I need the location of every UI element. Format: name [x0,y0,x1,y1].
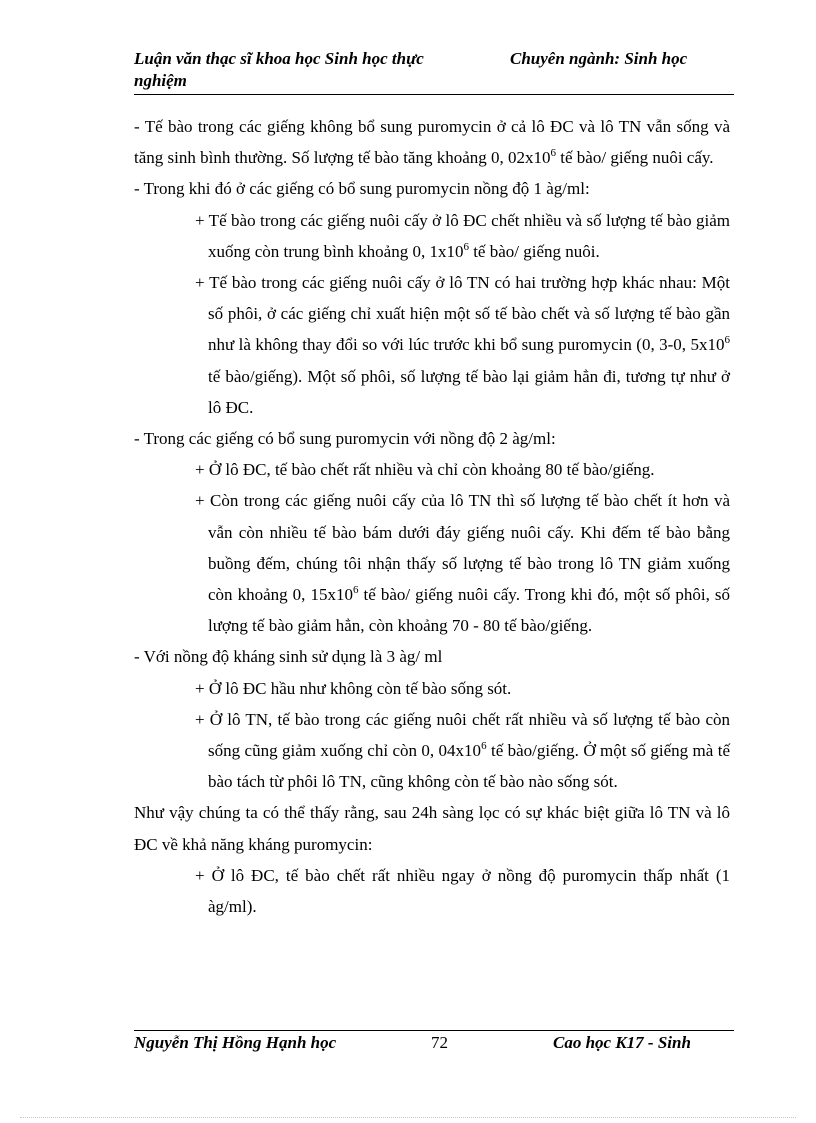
paragraph-text: + Còn trong các giếng nuôi cấy của lô TN thì số lượng tế bào chết ít hơn và vẫn còn nhiều tế bào bám dưới đáy giếng nuôi cấy. Khi đếm tế bào bằng buồng đếm, chúng tôi nhận thấy số lượng tế bào trong lô TN giảm xuống còn khoảng 0, 15x10 [195,491,730,605]
document-body [134,111,730,922]
sub-item [134,860,730,922]
body-paragraph [134,423,730,454]
page-header [134,48,734,96]
superscript: 6 [463,240,469,253]
sub-item [134,205,730,267]
footer-program: Cao học K17 - Sinh [553,1033,691,1052]
body-paragraph [134,111,730,173]
page-footer [134,1032,734,1076]
paragraph-text: tế bào/ giếng nuôi. [468,241,600,261]
page-bottom-dotted-line [20,1117,796,1118]
superscript: 6 [481,740,487,753]
header-thesis-title: Luận văn thạc sĩ khoa học Sinh học thực nghiệm [134,49,424,90]
superscript: 6 [550,147,557,160]
paragraph-text: + Ở lô ĐC, tế bào chết rất nhiều và chỉ còn khoảng 80 tế bào/giếng. [195,460,655,480]
paragraph-text: - Trong các giếng có bổ sung puromycin với nồng độ 2 àg/ml: [134,429,556,449]
sub-item [134,267,730,423]
header-divider [134,94,734,95]
body-paragraph [134,797,730,859]
paragraph-text: - Với nồng độ kháng sinh sử dụng là 3 àg/ ml [134,647,443,667]
paragraph-text: tế bào/ giếng nuôi cấy. [556,148,714,168]
body-paragraph [134,641,730,672]
paragraph-text: Như vậy chúng ta có thể thấy rằng, sau 24h sàng lọc có sự khác biệt giữa lô TN và lô ĐC về khả năng kháng puromycin: [134,803,730,854]
paragraph-text: - Tế bào trong các giếng không bổ sung puromycin ở cả lô ĐC và lô TN vẫn sống và tăng sinh bình thường. Số lượng tế bào tăng khoảng 0, 02x10 [134,117,730,168]
body-paragraph [134,173,730,204]
paragraph-text: + Tế bào trong các giếng nuôi cấy ở lô ĐC chết nhiều và số lượng tế bào giảm xuống còn trung bình khoảng 0, 1x10 [195,210,730,261]
sub-item [134,673,730,704]
page-number: 72 [431,1033,448,1052]
footer-divider [134,1030,734,1031]
paragraph-text: - Trong khi đó ở các giếng có bổ sung puromycin nồng độ 1 àg/ml: [134,179,590,199]
paragraph-text: tế bào/ giếng nuôi cấy. Trong khi đó, một số phôi, số lượng tế bào giảm hẳn, còn khoảng 70 - 80 tế bào/giếng. [208,585,730,636]
paragraph-text: + Ở lô ĐC, tế bào chết rất nhiều ngay ở nồng độ puromycin thấp nhất (1 àg/ml). [195,865,730,917]
footer-author: Nguyễn Thị Hồng Hạnh học [134,1033,337,1052]
superscript: 6 [724,334,730,347]
sub-item [134,704,730,798]
sub-item [134,485,730,641]
sub-item [134,454,730,485]
paragraph-text: tế bào/giếng. Ở một số giếng mà tế bào tách từ phôi lô TN, cũng không còn tế bào nào sống sót. [208,741,731,792]
paragraph-text: + Ở lô ĐC hầu như không còn tế bào sống sót. [195,678,512,698]
header-specialty: Chuyên ngành: Sinh học [510,49,688,68]
paragraph-text: tế bào/giếng). Một số phôi, số lượng tế bào lại giảm hẳn đi, tương tự như ở lô ĐC. [208,366,730,417]
superscript: 6 [352,584,359,597]
paragraph-text: + Ở lô TN, tế bào trong các giếng nuôi chết rất nhiều và số lượng tế bào còn sống cũng giảm xuống chỉ còn 0, 04x10 [195,709,730,761]
paragraph-text: + Tế bào trong các giếng nuôi cấy ở lô TN có hai trường hợp khác nhau: Một số phôi, ở các giếng chỉ xuất hiện một số tế bào chết và số lượng tế bào gần như là không thay đổi so với lúc trước khi bổ sung puromycin (0, 3-0, 5x10 [195,273,730,355]
